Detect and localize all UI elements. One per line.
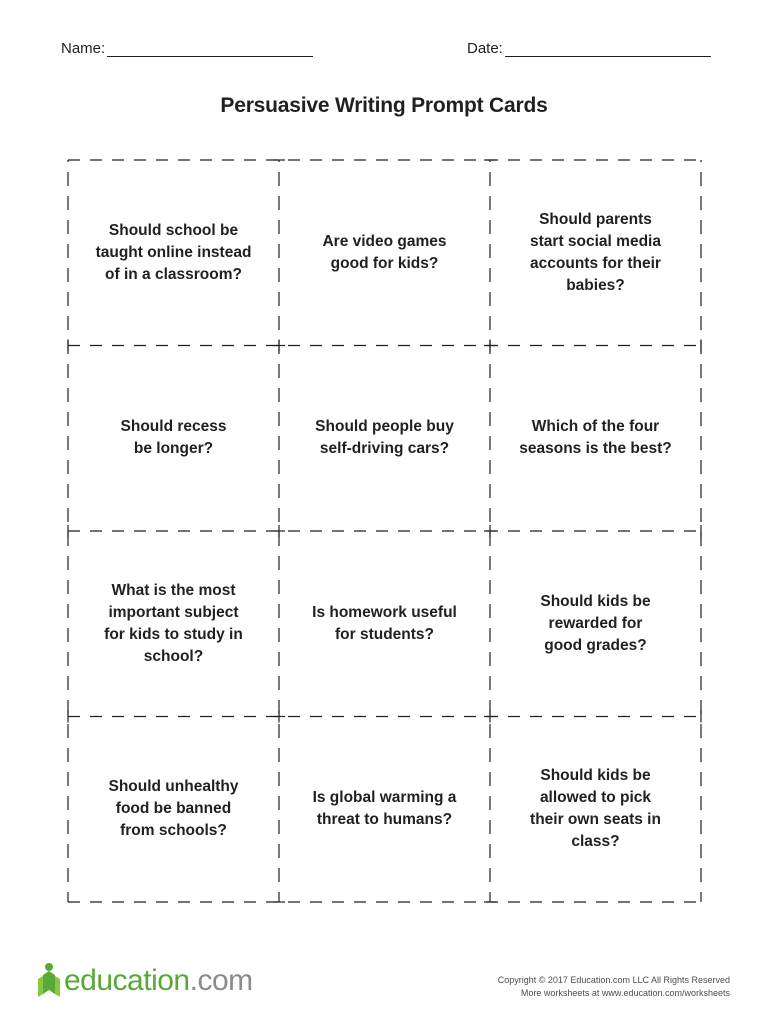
- footer: [498, 974, 730, 1000]
- prompt-card: [490, 346, 701, 532]
- education-logo-icon: [36, 961, 62, 1001]
- prompt-card: [68, 160, 279, 346]
- name-label: Name:: [61, 40, 106, 57]
- name-field[interactable]: [61, 40, 313, 57]
- prompt-text: Should school be taught online instead of in a classroom?: [95, 221, 252, 283]
- logo-wordmark: [64, 964, 253, 998]
- prompt-card: [279, 160, 490, 346]
- logo-tld: .com: [189, 964, 253, 997]
- prompt-text: Should unhealthy food be banned from schools?: [108, 778, 239, 840]
- prompt-text: What is the most important subject for kids to study in school?: [104, 581, 243, 665]
- copyright-text: Copyright © 2017 Education.com LLC All Rights Reserved: [497, 975, 730, 985]
- prompt-card: [490, 531, 701, 717]
- prompt-card: [68, 717, 279, 903]
- prompt-card: [490, 160, 701, 346]
- prompt-text: Is global warming a threat to humans?: [312, 789, 457, 829]
- prompt-text: Should kids be rewarded for good grades?: [540, 592, 651, 654]
- education-logo[interactable]: [36, 960, 253, 1002]
- prompt-text: Which of the four seasons is the best?: [519, 418, 672, 458]
- prompt-text: Is homework useful for students?: [312, 603, 457, 643]
- prompt-card: [279, 531, 490, 717]
- page-title: Persuasive Writing Prompt Cards: [220, 94, 548, 117]
- prompt-card: [490, 717, 701, 903]
- date-line[interactable]: [505, 40, 711, 57]
- prompt-card: [68, 531, 279, 717]
- name-line[interactable]: [107, 40, 313, 57]
- prompt-card: [279, 717, 490, 903]
- prompt-text: Should people buy self-driving cars?: [315, 418, 454, 458]
- date-label: Date:: [467, 40, 503, 57]
- prompt-text: Should kids be allowed to pick their own seats in class?: [530, 767, 661, 851]
- logo-brand: education: [64, 964, 190, 997]
- more-worksheets-text: More worksheets at www.education.com/worksheets: [520, 988, 730, 998]
- prompt-text: Are video games good for kids?: [322, 232, 447, 272]
- prompt-text: Should parents start social media accounts for their babies?: [530, 210, 661, 294]
- prompt-card: [279, 346, 490, 532]
- date-field[interactable]: [467, 40, 711, 57]
- prompt-card: [68, 346, 279, 532]
- prompt-card-grid: [68, 160, 701, 902]
- prompt-text: Should recess be longer?: [120, 418, 227, 458]
